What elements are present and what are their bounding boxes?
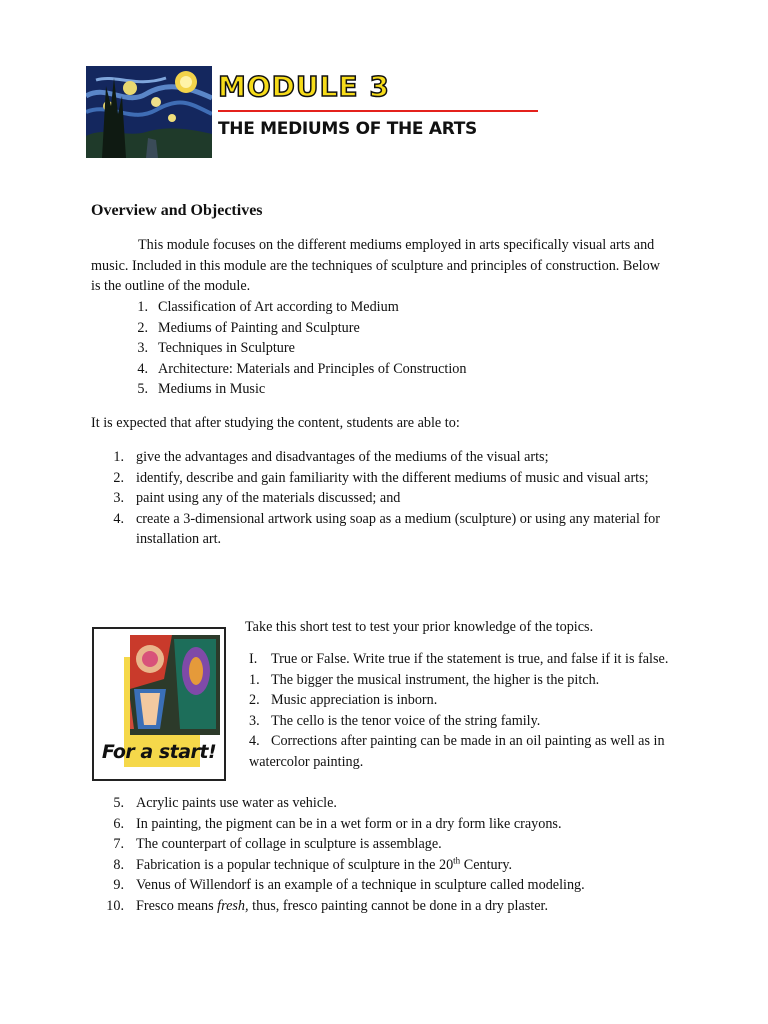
item-number: 4. <box>113 510 124 527</box>
item-number: 1. <box>249 671 260 688</box>
item-text: Music appreciation is inborn. <box>271 692 438 708</box>
item-number: 2. <box>137 319 148 336</box>
item-text: Acrylic paints use water as vehicle. <box>136 795 337 811</box>
test-block <box>249 649 681 772</box>
item-text: Fabrication is a popular technique of sculpture in the 20 <box>136 856 454 873</box>
item-text: Techniques in Sculpture <box>158 340 295 356</box>
item-text: identify, describe and gain familiarity with the different mediums of music and visual arts; <box>136 469 649 486</box>
item-number: 3. <box>137 340 148 356</box>
item-number: 7. <box>113 836 124 852</box>
module-subtitle: THE MEDIUMS OF THE ARTS <box>218 119 477 139</box>
item-number: 8. <box>113 856 124 873</box>
item-number: 1. <box>137 299 148 315</box>
test-item <box>249 711 681 732</box>
for-a-start-image <box>92 627 226 781</box>
item-text: Classification of Art according to Medium <box>158 299 399 315</box>
item-text-cont: Century. <box>460 856 513 873</box>
item-text: The counterpart of collage in sculpture is assemblage. <box>136 836 442 852</box>
overview-heading: Overview and Objectives <box>91 202 263 219</box>
item-text: Fresco means <box>136 897 218 914</box>
starry-night-illustration <box>86 66 212 158</box>
objective-item <box>112 468 680 489</box>
italic-word: fresh, <box>217 897 249 914</box>
test-item <box>249 670 681 691</box>
test-items-list <box>106 793 682 916</box>
part-instruction-text: True or False. Write true if the statement is true, and false if it is false. <box>271 651 669 667</box>
module-title: MODULE 3 <box>218 70 390 103</box>
item-number: 1. <box>113 449 124 465</box>
objective-item <box>112 509 680 550</box>
item-text: create a 3-dimensional artwork using soap as a medium (sculpture) or using any material for installation art. <box>136 510 660 547</box>
item-text-cont: thus, fresco painting cannot be done in a dry plaster. <box>248 897 549 914</box>
item-number: 4. <box>137 360 148 377</box>
outline-item <box>134 297 634 318</box>
for-a-start-caption: For a start! <box>101 741 217 763</box>
item-number: 2. <box>113 469 124 486</box>
item-number: 6. <box>113 815 124 832</box>
item-text: Mediums in Music <box>158 381 266 397</box>
item-text: In painting, the pigment can be in a wet form or in a dry form like crayons. <box>136 815 562 832</box>
part-instruction <box>249 649 681 670</box>
test-item <box>112 875 682 896</box>
part-label: I. <box>249 651 258 667</box>
item-text: Venus of Willendorf is an example of a technique in sculpture called modeling. <box>136 877 585 893</box>
test-item <box>112 814 682 835</box>
item-text: paint using any of the materials discussed; and <box>136 490 401 506</box>
intro-paragraph-text: This module focuses on the different mediums employed in arts specifically visual arts and music. Included in this module are the techniques of sculpture and principles of construction. Below is the outline of the module. <box>91 237 660 294</box>
item-text: Corrections after painting can be made in an oil painting as well as in watercolor painting. <box>249 733 665 770</box>
title-underline <box>218 110 538 112</box>
outline-item <box>134 359 634 380</box>
item-text: The bigger the musical instrument, the higher is the pitch. <box>271 671 600 688</box>
item-number: 9. <box>113 877 124 893</box>
outline-list <box>134 297 634 400</box>
item-text: Architecture: Materials and Principles of Construction <box>158 360 467 377</box>
item-number: 5. <box>137 381 148 397</box>
test-item <box>112 834 682 855</box>
item-number: 10. <box>106 897 124 914</box>
objectives-list <box>112 447 680 550</box>
intro-paragraph <box>91 235 671 297</box>
superscript: th <box>453 854 461 865</box>
test-item <box>106 896 682 917</box>
test-item <box>249 690 681 711</box>
item-number: 3. <box>113 490 124 506</box>
item-number: 5. <box>113 795 124 811</box>
expectation-text: It is expected that after studying the content, students are able to: <box>91 415 460 431</box>
objective-item <box>112 488 680 509</box>
item-text: give the advantages and disadvantages of the mediums of the visual arts; <box>136 449 549 465</box>
item-text: Mediums of Painting and Sculpture <box>158 319 360 336</box>
objective-item <box>112 447 680 468</box>
outline-item <box>134 379 634 400</box>
starry-night-image <box>86 66 212 158</box>
outline-item <box>134 318 634 339</box>
test-item <box>249 731 681 772</box>
item-number: 2. <box>249 692 260 708</box>
item-number: 3. <box>249 712 260 729</box>
item-text: The cello is the tenor voice of the string family. <box>271 712 541 729</box>
test-item <box>112 855 682 876</box>
outline-item <box>134 338 634 359</box>
test-item <box>112 793 682 814</box>
item-number: 4. <box>249 733 260 749</box>
test-intro: Take this short test to test your prior knowledge of the topics. <box>245 619 594 635</box>
